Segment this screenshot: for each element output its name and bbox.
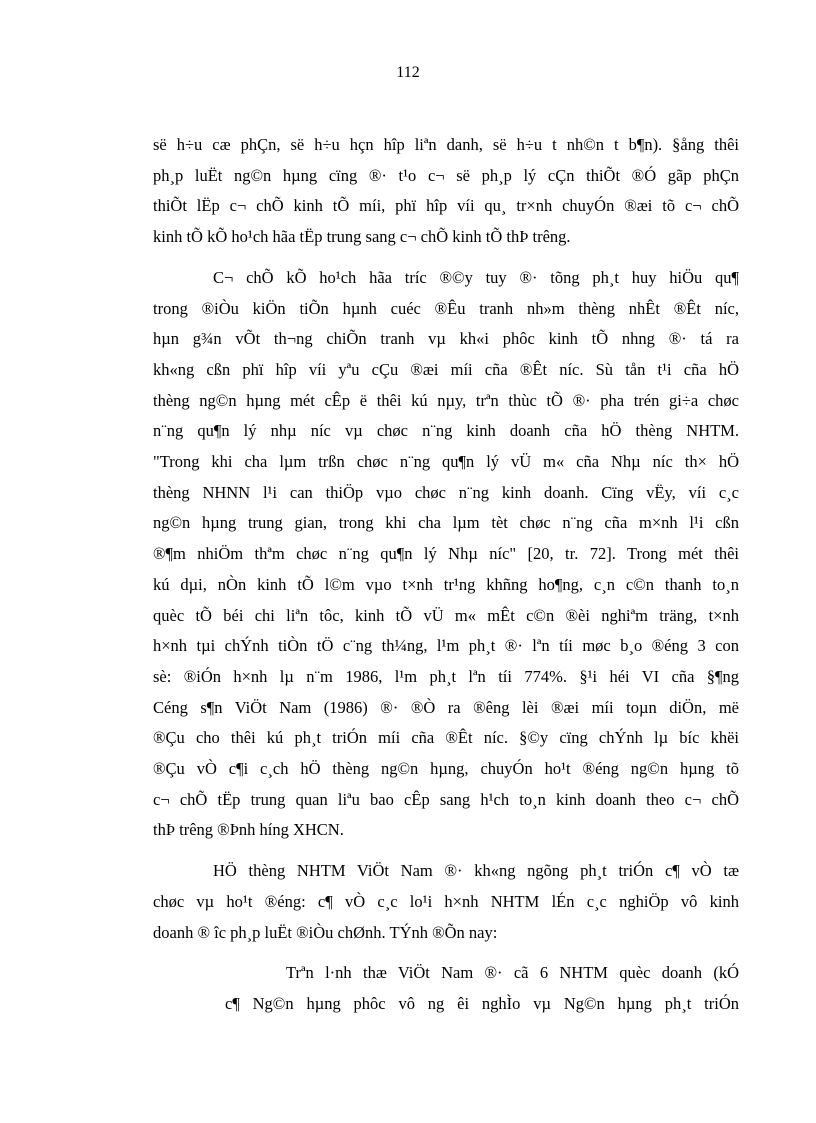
text-line: ®Çu vÒ c¶i c¸ch hÖ thèng ng©n hµng, chuyÓn ho¹t ®éng ng©n hµng tõ — [153, 759, 739, 779]
text-line: Céng s¶n ViÖt Nam (1986) ®· ®Ò ra ®êng lèi ®æi míi toµn diÖn, më — [153, 697, 739, 717]
text-line: kh«ng cßn phï hîp víi yªu cÇu ®æi míi cña ®Êt níc. Sù tån t¹i cña hÖ — [153, 359, 739, 379]
text-line: kú dµi, nÒn kinh tÕ l©m vµo t×nh tr¹ng khñng ho¶ng, c¸n c©n thanh to¸n — [153, 574, 739, 594]
text-line: c¶ Ng©n hµng phôc vô ng êi nghÌo vµ Ng©n hµng ph¸t triÓn — [225, 993, 739, 1013]
body-text — [153, 130, 739, 1030]
text-line: trong ®iÒu kiÖn tiÕn hµnh cuéc ®Êu tranh nh»m thèng nhÊt ®Êt níc, — [153, 298, 739, 318]
text-line: kinh tÕ kÕ ho¹ch hãa tËp trung sang c¬ chÕ kinh tÕ thÞ trêng. — [153, 227, 571, 247]
paragraph-3 — [153, 856, 739, 948]
text-line: sè: ®iÓn h×nh lµ n¨m 1986, l¹m ph¸t lªn tíi 774%. §¹i héi VI cña §¶ng — [153, 666, 739, 686]
text-line: C¬ chÕ kÕ ho¹ch hãa tríc ®©y tuy ®· tõng ph¸t huy hiÖu qu¶ — [213, 267, 739, 287]
text-line: thiÕt lËp c¬ chÕ kinh tÕ míi, phï hîp víi qu¸ tr×nh chuyÓn ®æi tõ c¬ chÕ — [153, 196, 739, 216]
text-line: quèc tÕ béi chi liªn tôc, kinh tÕ vÜ m« mÊt c©n ®èi nghiªm träng, t×nh — [153, 605, 739, 625]
text-line: thèng ng©n hµng mét cÊp ë thêi kú nµy, trªn thùc tÕ ®· pha trén gi÷a chøc — [153, 390, 739, 410]
text-line: c¬ chÕ tËp trung quan liªu bao cÊp sang h¹ch to¸n kinh doanh theo c¬ chÕ — [153, 789, 739, 809]
paragraph-4 — [153, 958, 739, 1019]
paragraph-1 — [153, 130, 739, 253]
text-line: "Trong khi cha lµm trßn chøc n¨ng qu¶n lý vÜ m« cña Nhµ níc th× hÖ — [153, 452, 739, 472]
text-line: ®¶m nhiÖm thªm chøc n¨ng qu¶n lý Nhµ níc" [20, tr. 72]. Trong mét thêi — [153, 544, 739, 564]
text-line: thèng NHNN l¹i can thiÖp vµo chøc n¨ng kinh doanh. Cïng vËy, víi c¸c — [153, 482, 739, 502]
page-number: 112 — [396, 64, 420, 81]
text-line: ng©n hµng trung gian, trong khi cha lµm tèt chøc n¨ng cña m×nh l¹i cßn — [153, 513, 739, 533]
paragraph-2 — [153, 263, 739, 846]
text-line: n¨ng qu¶n lý nhµ níc vµ chøc n¨ng kinh doanh cña hÖ thèng NHTM. — [153, 421, 739, 441]
text-line: doanh ® îc ph¸p luËt ®iÒu chØnh. TÝnh ®Õn nay: — [153, 922, 498, 942]
text-line: thÞ trêng ®Þnh híng XHCN. — [153, 820, 344, 840]
text-line: së h÷u cæ phÇn, së h÷u hçn hîp liªn danh, së h÷u t nh©n t b¶n). §ång thêi — [153, 135, 739, 154]
text-line: ph¸p luËt ng©n hµng cïng ®· t¹o c¬ së ph¸p lý cÇn thiÕt ®Ó gãp phÇn — [153, 165, 739, 185]
text-line: chøc vµ ho¹t ®éng: c¶ vÒ c¸c lo¹i h×nh NHTM lÉn c¸c nghiÖp vô kinh — [153, 891, 739, 911]
text-line: hµn g¾n vÕt th¬ng chiÕn tranh vµ kh«i phôc kinh tÕ nhng ®· tá ra — [153, 329, 739, 349]
text-line: ®Çu cho thêi kú ph¸t triÓn míi cña ®Êt níc. §©y cïng chÝnh lµ bíc khëi — [153, 728, 739, 748]
text-line: h×nh tµi chÝnh tiÒn tÖ c¨ng th¼ng, l¹m ph¸t ®· lªn tíi møc b¸o ®éng 3 con — [153, 636, 739, 656]
text-line: HÖ thèng NHTM ViÖt Nam ®· kh«ng ngõng ph¸t triÓn c¶ vÒ tæ — [213, 861, 739, 881]
text-line: Trªn l·nh thæ ViÖt Nam ®· cã 6 NHTM quèc doanh (kÓ — [286, 963, 739, 983]
